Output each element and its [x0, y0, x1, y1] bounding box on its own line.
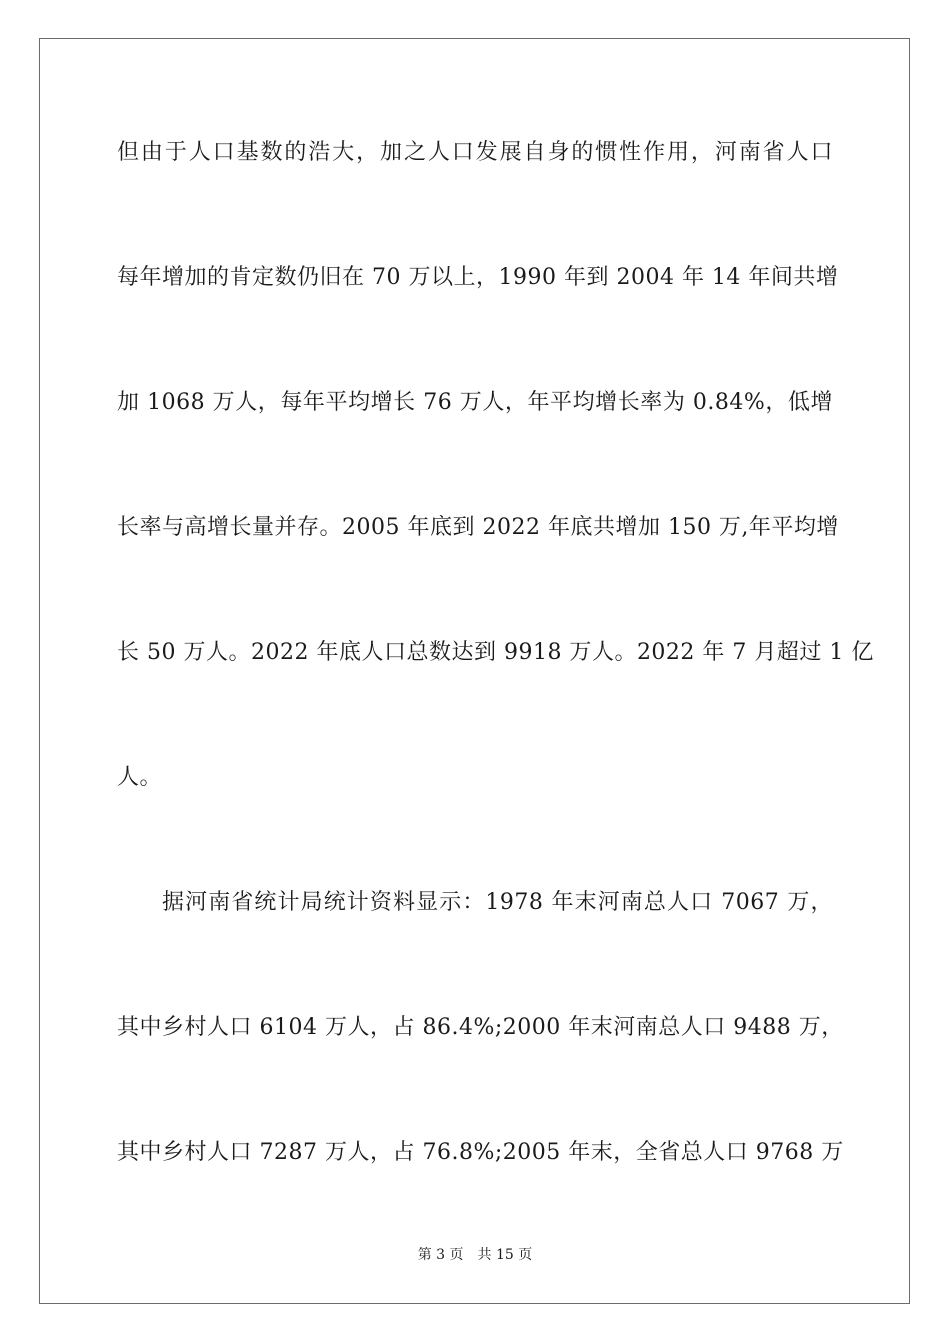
page-border [39, 38, 910, 1304]
paragraph-start-line: 据河南省统计局统计资料显示：1978 年末河南总人口 7067 万， [162, 890, 833, 915]
body-text-line-5: 长 50 万人。2022 年底人口总数达到 9918 万人。2022 年 7 月超过 1 亿 [117, 640, 874, 665]
body-text-line-6: 人。 [117, 765, 163, 790]
page-total: 共 15 页 [477, 1247, 533, 1263]
body-text-line-4: 长率与高增长量并存。2005 年底到 2022 年底共增加 150 万,年平均增 [117, 515, 839, 540]
body-text-line-1: 但由于人口基数的浩大，加之人口发展自身的惯性作用，河南省人口 [117, 140, 833, 165]
page-footer [0, 1246, 950, 1264]
body-text-line-3: 加 1068 万人，每年平均增长 76 万人，年平均增长率为 0.84%，低增 [117, 390, 833, 415]
body-text-line-8: 其中乡村人口 6104 万人，占 86.4%;2000 年末河南总人口 9488 万， [117, 1015, 844, 1040]
page-number: 第 3 页 [417, 1247, 464, 1263]
body-text-line-9: 其中乡村人口 7287 万人，占 76.8%;2005 年末，全省总人口 9768 万 [117, 1140, 844, 1165]
body-text-line-2: 每年增加的肯定数仍旧在 70 万以上，1990 年到 2004 年 14 年间共增 [117, 265, 839, 290]
